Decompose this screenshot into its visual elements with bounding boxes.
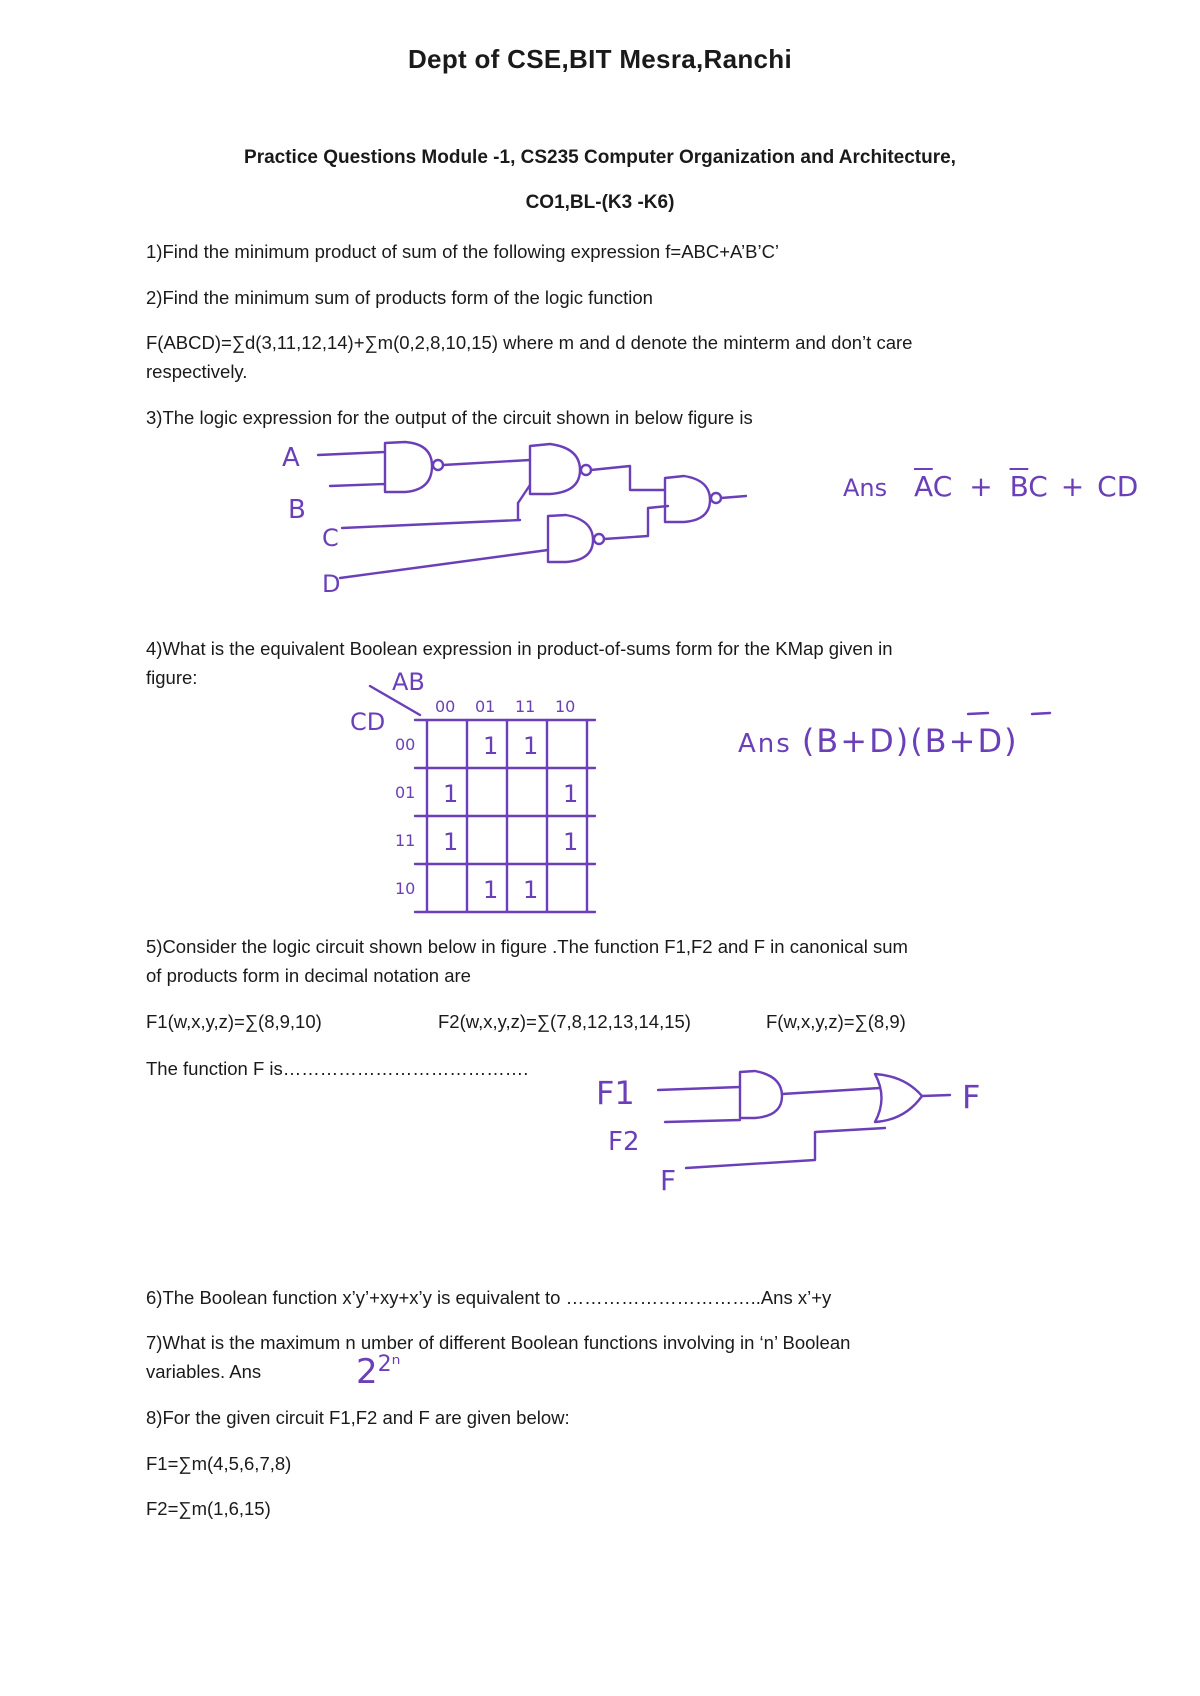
kmap-cell-value: 1 [563,780,579,808]
q7-answer-base: 2 [356,1352,378,1392]
q3-plus-2: + [1060,470,1085,503]
kmap-cell-value: 1 [443,780,459,808]
kmap-col-header: 10 [555,697,576,716]
kmap-col-header: 00 [435,697,456,716]
question-2-line-3: respectively. [146,361,248,382]
question-7-line-1: 7)What is the maximum n umber of different Boolean functions involving in ‘n’ Boolean [146,1332,851,1353]
q5-input-f: F [660,1164,677,1197]
q3-input-a: A [282,443,300,473]
question-1: 1)Find the minimum product of sum of the following expression f=ABC+A’B’C’ [146,241,780,262]
kmap-col-header: 01 [475,697,496,716]
q3-term-c: C [932,470,953,503]
question-2-line-1: 2)Find the minimum sum of products form of the logic function [146,287,653,308]
kmap-col-header: 11 [515,697,536,716]
kmap-cell-value: 1 [523,732,539,760]
q3-term-c3: C [1097,470,1117,503]
kmap-row-header: 10 [395,879,416,898]
q7-answer [356,1352,400,1392]
q5-input-f1: F1 [596,1074,635,1112]
q3-term-d: D [1116,470,1139,503]
subtitle-line-1: Practice Questions Module -1, CS235 Computer Organization and Architecture, [244,147,956,168]
question-5-line-1: 5)Consider the logic circuit shown below in figure .The function F1,F2 and F in canonical sum [146,936,908,957]
question-8-line-1: 8)For the given circuit F1,F2 and F are given below: [146,1407,570,1428]
kmap-row-header: 11 [395,831,416,850]
question-8-f1: F1=∑m(4,5,6,7,8) [146,1453,292,1474]
kmap-cell-value: 1 [563,828,579,856]
q7-answer-exponent: 2ⁿ [377,1351,401,1377]
q4-answer-expr: (B+D)(B+D) [801,722,1019,760]
kmap-row-var: AB [392,668,425,696]
q3-input-d: D [322,570,341,598]
page-title: Dept of CSE,BIT Mesra,Ranchi [407,44,793,74]
q5-input-f2: F2 [608,1127,640,1157]
question-5-f2: F2(w,x,y,z)=∑(7,8,12,13,14,15) [438,1011,691,1032]
question-2-line-2: F(ABCD)=∑d(3,11,12,14)+∑m(0,2,8,10,15) where m and d denote the minterm and don’t care [146,332,913,353]
kmap-cell-value: 1 [483,732,499,760]
question-5-line-4: The function F is…………………………………. [146,1058,529,1079]
q3-term-b-bar: $\overline{B}$ [1009,470,1029,503]
kmap-col-var: CD [350,708,386,736]
kmap-cell-value: 1 [483,876,499,904]
kmap-row-header: 01 [395,783,416,802]
question-7-line-2: variables. Ans [146,1361,262,1382]
subtitle-line-2: CO1,BL-(K3 -K6) [525,192,675,213]
question-5-line-2: of products form in decimal notation are [146,965,471,986]
q3-term-a-bar: $\overline{A}$ [914,470,933,503]
q3-input-b: B [288,495,306,525]
question-3: 3)The logic expression for the output of the circuit shown in below figure is [146,407,753,428]
question-5-f1: F1(w,x,y,z)=∑(8,9,10) [146,1011,322,1032]
q3-input-c: C [322,524,339,552]
question-5-f: F(w,x,y,z)=∑(8,9) [766,1011,906,1032]
question-8-f2: F2=∑m(1,6,15) [146,1498,271,1519]
kmap-row-header: 00 [395,735,416,754]
question-4-line-1: 4)What is the equivalent Boolean expression in product-of-sums form for the KMap given in [146,638,893,659]
kmap-cell-value: 1 [523,876,539,904]
q5-output-f: F [962,1078,981,1116]
q3-answer-prefix: Ans [843,474,888,502]
kmap-cell-value: 1 [443,828,459,856]
q3-plus-1: + [969,470,993,503]
question-4-line-2: figure: [146,667,198,688]
q4-answer-prefix: Ans [738,729,792,759]
q3-term-c2: C [1028,470,1048,503]
question-6: 6)The Boolean function x’y’+xy+x’y is equivalent to …………………………..Ans x’+y [146,1287,832,1308]
